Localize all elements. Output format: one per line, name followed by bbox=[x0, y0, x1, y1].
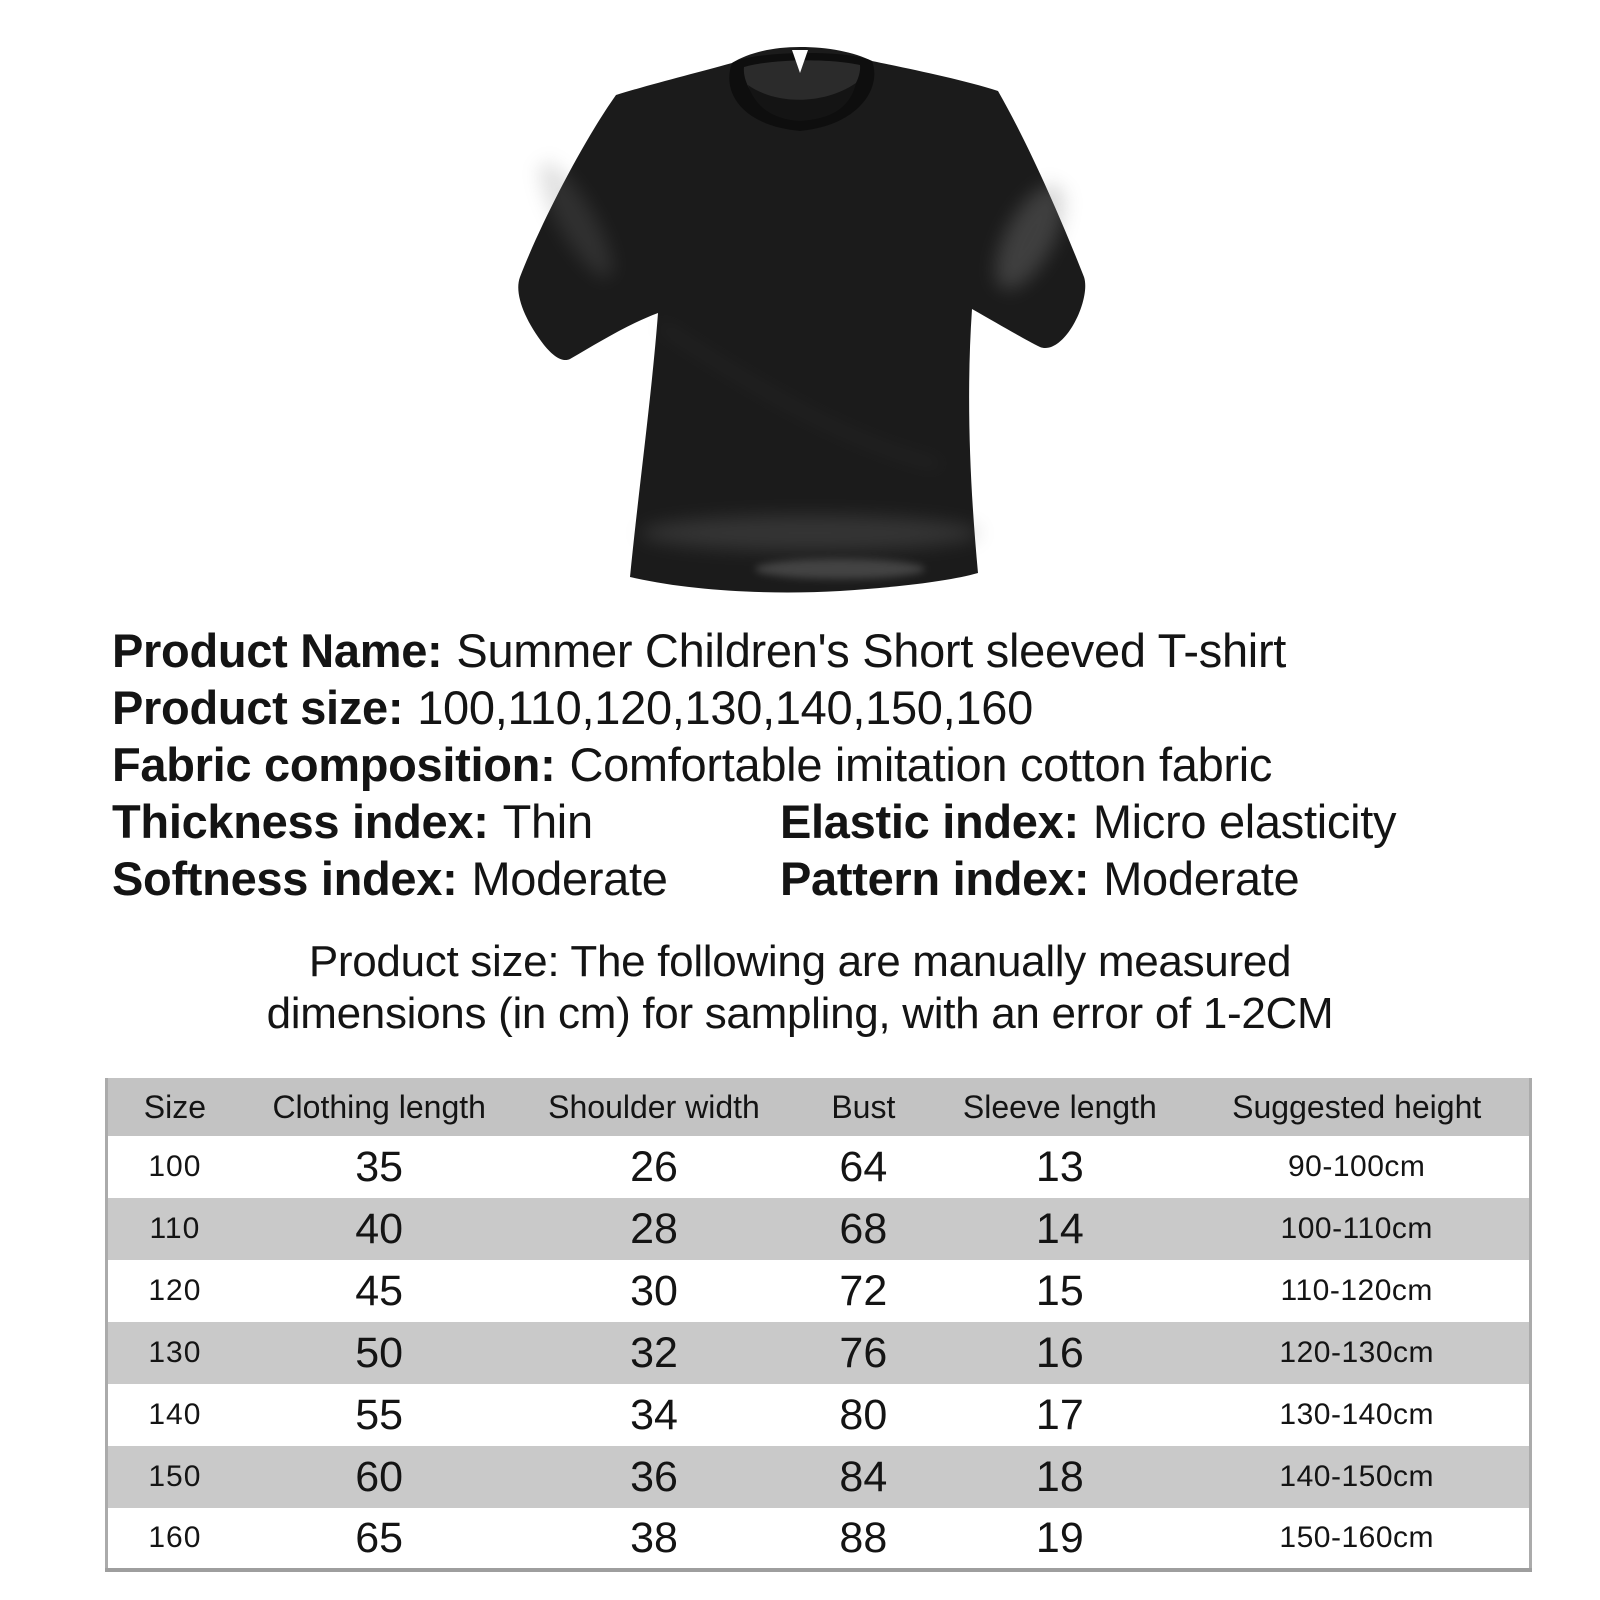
detail-line-fabric bbox=[112, 736, 1512, 793]
table-cell: 150-160cm bbox=[1279, 1521, 1434, 1554]
table-cell: 45 bbox=[355, 1266, 404, 1315]
table-cell: 90-100cm bbox=[1288, 1150, 1426, 1183]
product-photo bbox=[510, 25, 1090, 605]
table-cell: 14 bbox=[1035, 1204, 1084, 1253]
detail-label: Fabric composition: bbox=[112, 738, 556, 791]
table-header-cell: Bust bbox=[831, 1088, 896, 1125]
table-cell: 76 bbox=[839, 1328, 888, 1377]
table-cell: 72 bbox=[839, 1266, 888, 1315]
hem-wrinkle bbox=[755, 559, 925, 579]
table-cell: 120 bbox=[148, 1274, 202, 1307]
detail-value: Moderate bbox=[1103, 852, 1300, 905]
table-cell: 13 bbox=[1035, 1142, 1084, 1191]
table-cell: 84 bbox=[839, 1452, 888, 1501]
table-cell: 140 bbox=[148, 1398, 202, 1431]
detail-label: Elastic index: bbox=[780, 795, 1079, 848]
table-cell: 16 bbox=[1035, 1328, 1084, 1377]
table-cell: 34 bbox=[630, 1390, 678, 1439]
table-cell: 130-140cm bbox=[1279, 1398, 1434, 1431]
table-cell: 110-120cm bbox=[1280, 1274, 1433, 1307]
detail-label: Thickness index: bbox=[112, 795, 489, 848]
detail-label: Product Name: bbox=[112, 624, 443, 677]
table-row bbox=[107, 1260, 1531, 1322]
table-cell: 150 bbox=[148, 1460, 202, 1493]
pattern-index bbox=[780, 850, 1299, 907]
table-row bbox=[107, 1446, 1531, 1508]
hem-highlight bbox=[640, 515, 980, 551]
table-cell: 110 bbox=[149, 1212, 201, 1245]
table-cell: 17 bbox=[1035, 1390, 1084, 1439]
table-header-cell: Shoulder width bbox=[548, 1088, 760, 1125]
tshirt-image bbox=[510, 25, 1090, 605]
detail-line-softness-pattern bbox=[112, 850, 1512, 907]
table-cell: 130 bbox=[148, 1336, 202, 1369]
table-header-cell: Clothing length bbox=[272, 1088, 486, 1125]
table-cell: 160 bbox=[148, 1521, 202, 1554]
detail-value: Micro elasticity bbox=[1092, 795, 1397, 848]
detail-line-product-name bbox=[112, 622, 1512, 679]
table-cell: 65 bbox=[355, 1513, 404, 1562]
detail-value: Comfortable imitation cotton fabric bbox=[569, 738, 1273, 791]
measurement-note-line2: dimensions (in cm) for sampling, with an error of 1-2CM bbox=[266, 989, 1334, 1038]
table-cell: 120-130cm bbox=[1279, 1336, 1434, 1369]
table-header-cell: Size bbox=[143, 1088, 206, 1125]
measurement-note bbox=[0, 936, 1600, 1040]
table-row bbox=[107, 1322, 1531, 1384]
detail-line-thickness-elastic bbox=[112, 793, 1512, 850]
table-row bbox=[107, 1198, 1531, 1260]
detail-value: Moderate bbox=[471, 852, 668, 905]
table-cell: 15 bbox=[1035, 1266, 1084, 1315]
product-details bbox=[112, 622, 1512, 907]
table-cell: 38 bbox=[630, 1513, 678, 1562]
table-cell: 19 bbox=[1035, 1513, 1084, 1562]
size-chart-table bbox=[105, 1078, 1532, 1572]
table-cell: 35 bbox=[355, 1142, 404, 1191]
table-cell: 40 bbox=[355, 1204, 404, 1253]
detail-line-product-size bbox=[112, 679, 1512, 736]
table-cell: 18 bbox=[1035, 1452, 1084, 1501]
table-cell: 64 bbox=[839, 1142, 888, 1191]
detail-value: 100,110,120,130,140,150,160 bbox=[417, 681, 1033, 734]
table-cell: 28 bbox=[630, 1204, 678, 1253]
table-cell: 26 bbox=[630, 1142, 678, 1191]
table-header-cell: Sleeve length bbox=[962, 1088, 1157, 1125]
table-cell: 50 bbox=[355, 1328, 404, 1377]
table-cell: 30 bbox=[630, 1266, 678, 1315]
detail-label: Product size: bbox=[112, 681, 404, 734]
table-cell: 100-110cm bbox=[1280, 1212, 1433, 1245]
table-cell: 32 bbox=[630, 1328, 678, 1377]
softness-index bbox=[112, 850, 780, 907]
table-cell: 68 bbox=[839, 1204, 888, 1253]
table-cell: 80 bbox=[839, 1390, 888, 1439]
table-header-row bbox=[107, 1078, 1531, 1136]
detail-value: Summer Children's Short sleeved T-shirt bbox=[456, 624, 1287, 677]
table-cell: 140-150cm bbox=[1279, 1460, 1434, 1493]
table-row bbox=[107, 1136, 1531, 1198]
detail-label: Softness index: bbox=[112, 852, 458, 905]
thickness-index bbox=[112, 793, 780, 850]
elastic-index bbox=[780, 793, 1396, 850]
table-cell: 55 bbox=[355, 1390, 404, 1439]
table-cell: 100 bbox=[148, 1150, 202, 1183]
table-cell: 88 bbox=[839, 1513, 888, 1562]
measurement-note-line1: Product size: The following are manually measured bbox=[308, 937, 1292, 986]
table-cell: 36 bbox=[630, 1452, 678, 1501]
detail-value: Thin bbox=[502, 795, 593, 848]
detail-label: Pattern index: bbox=[780, 852, 1090, 905]
table-row bbox=[107, 1508, 1531, 1570]
table-header-cell: Suggested height bbox=[1232, 1088, 1482, 1125]
table-cell: 60 bbox=[355, 1452, 404, 1501]
table-row bbox=[107, 1384, 1531, 1446]
